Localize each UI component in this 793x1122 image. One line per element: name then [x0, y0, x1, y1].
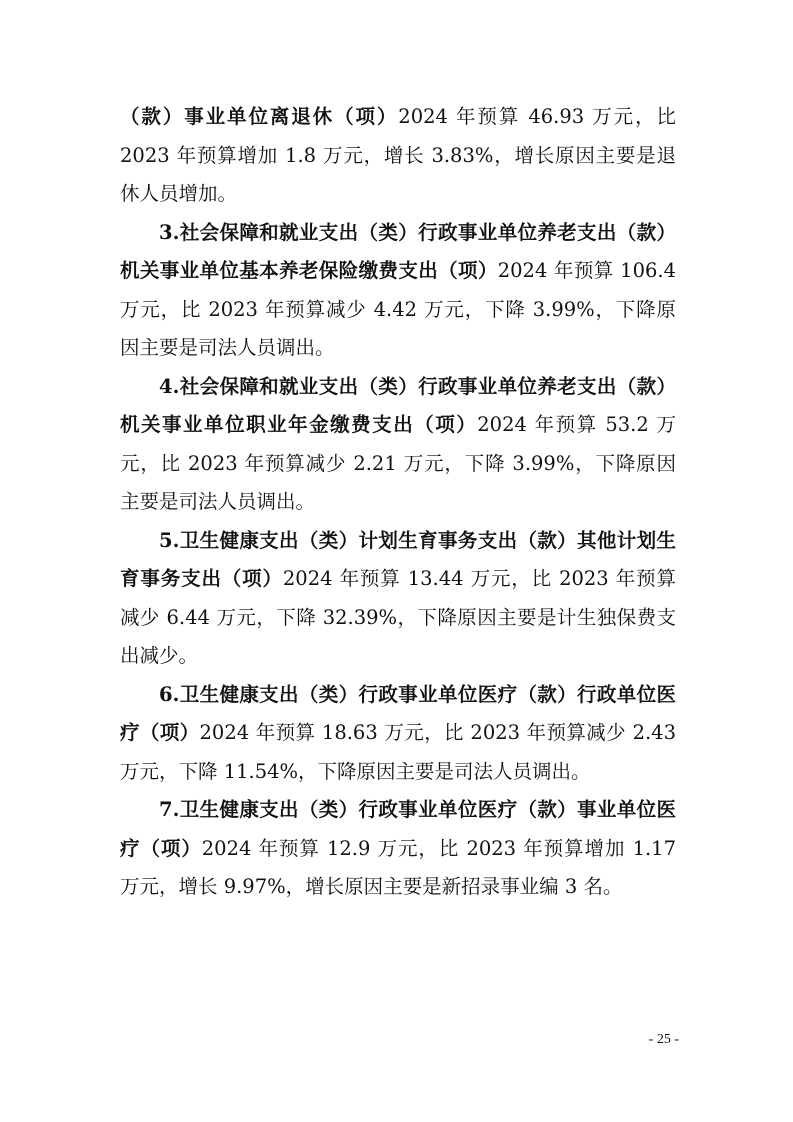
paragraph-admin-medical: [120, 676, 676, 792]
paragraph-body: 2024 年预算 46.93 万元，比 2023 年预算增加 1.8 万元，增长 3.83%，增长原因主要是退休人员增加。: [120, 105, 676, 205]
body-text: [120, 98, 676, 907]
paragraph-public-institution-medical: [120, 791, 676, 907]
paragraph-body: 2024 年预算 106.4 万元，比 2023 年预算减少 4.42 万元，下降 3.99%，下降原因主要是司法人员调出。: [120, 259, 676, 359]
paragraph-heading: 7.卫生健康支出（类）行政事业单位医疗（款）事业单位医疗（项）: [120, 798, 676, 860]
paragraph-heading: 6.卫生健康支出（类）行政事业单位医疗（款）行政单位医疗（项）: [120, 682, 676, 744]
paragraph-retirement: [120, 98, 676, 214]
paragraph-heading: （款）事业单位离退休（项）: [120, 105, 399, 128]
page-number: - 25 -: [648, 1032, 679, 1047]
paragraph-occupational-annuity: [120, 368, 676, 522]
paragraph-body: 2024 年预算 18.63 万元，比 2023 年预算减少 2.43 万元，下降 11.54%，下降原因主要是司法人员调出。: [120, 721, 676, 783]
paragraph-body: 2024 年预算 53.2 万元，比 2023 年预算减少 2.21 万元，下降 3.99%，下降原因主要是司法人员调出。: [120, 413, 676, 513]
paragraph-basic-pension: [120, 214, 676, 368]
paragraph-heading: 3.社会保障和就业支出（类）行政事业单位养老支出（款）机关事业单位基本养老保险缴费支出（项）: [120, 220, 676, 282]
paragraph-heading: 4.社会保障和就业支出（类）行政事业单位养老支出（款）机关事业单位职业年金缴费支出（项）: [120, 374, 676, 436]
paragraph-family-planning: [120, 522, 676, 676]
paragraph-body: 2024 年预算 12.9 万元，比 2023 年预算增加 1.17 万元，增长 9.97%，增长原因主要是新招录事业编 3 名。: [120, 836, 676, 898]
paragraph-body: 2024 年预算 13.44 万元，比 2023 年预算减少 6.44 万元，下降 32.39%，下降原因主要是计生独保费支出减少。: [120, 567, 676, 667]
paragraph-heading: 5.卫生健康支出（类）计划生育事务支出（款）其他计划生育事务支出（项）: [120, 528, 676, 590]
